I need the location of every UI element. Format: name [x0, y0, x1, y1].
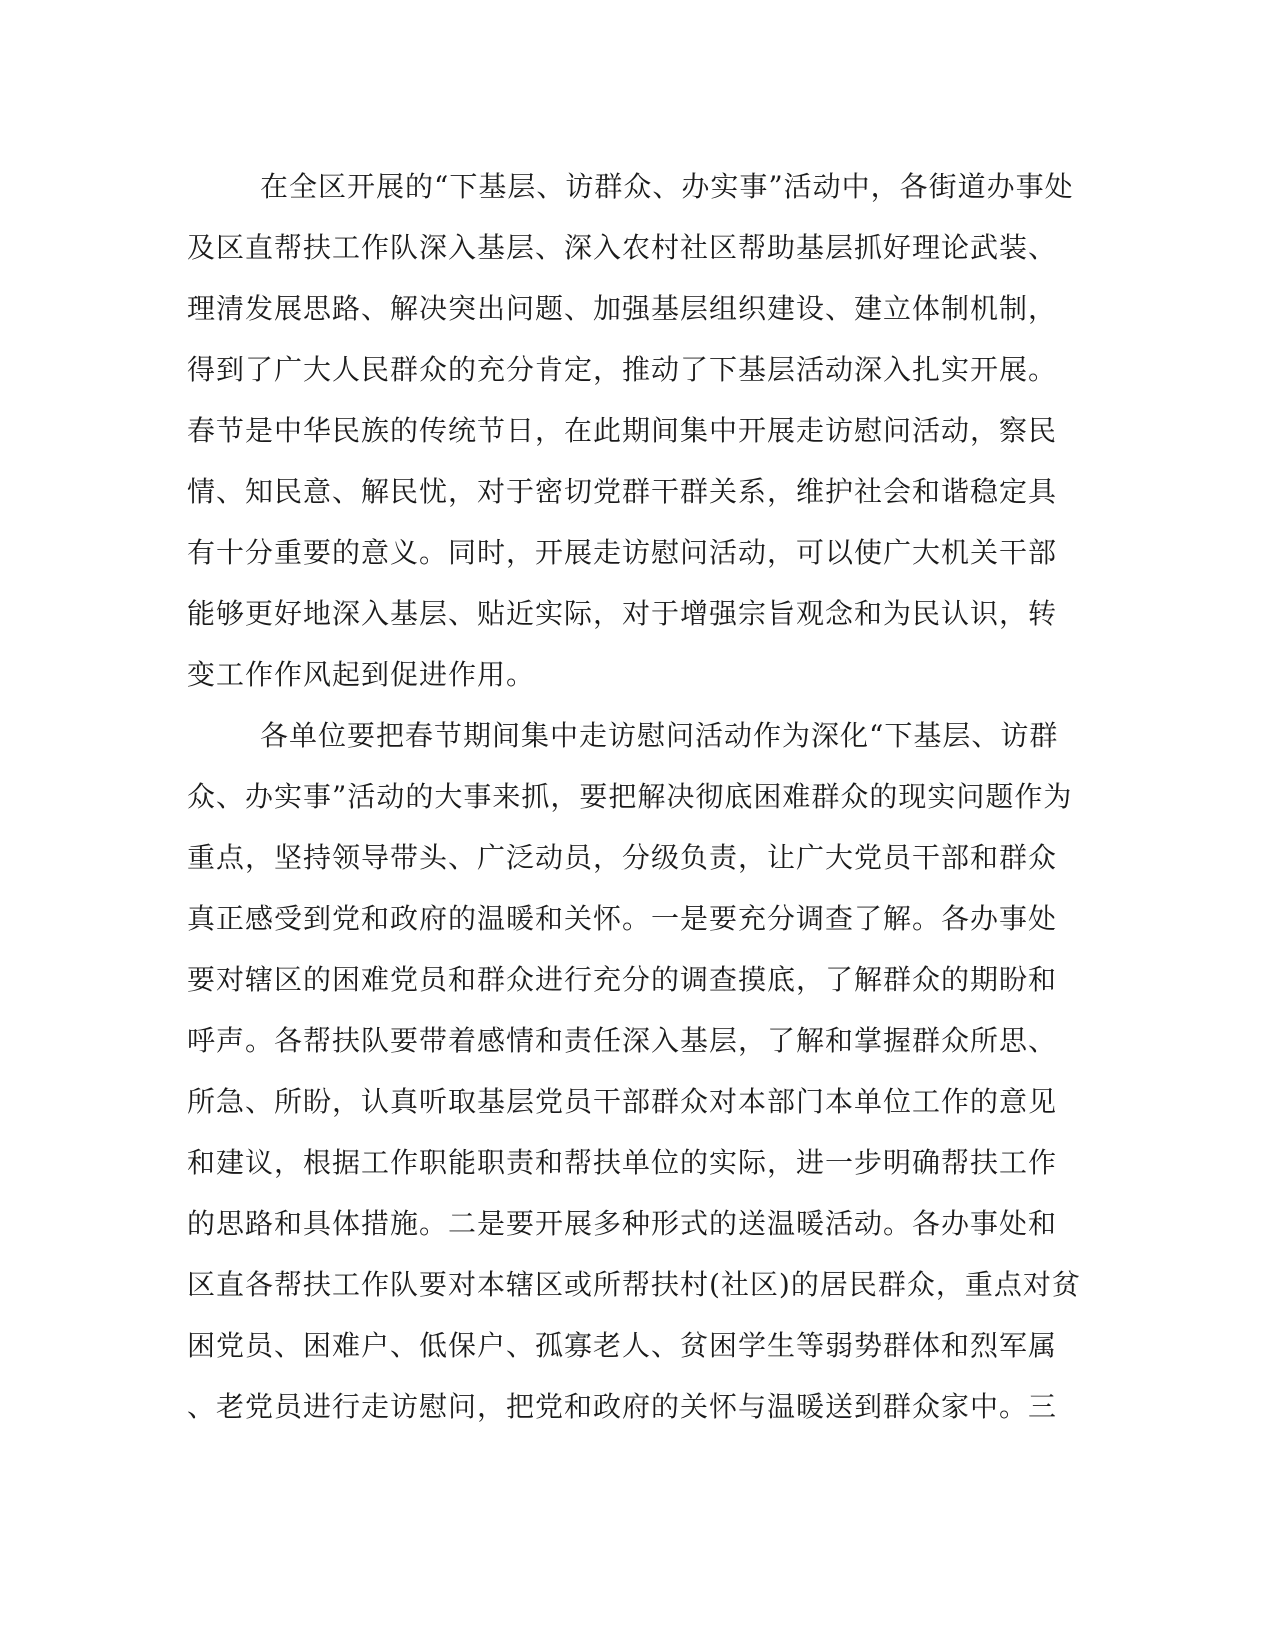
paragraph-2-line-2: 众、办实事”活动的大事来抓，要把解决彻底困难群众的现实问题作为 [187, 780, 1073, 813]
paragraph-1-line-9: 变工作作风起到促进作用。 [187, 658, 536, 691]
paragraph-1-line-4: 得到了广大人民群众的充分肯定，推动了下基层活动深入扎实开展。 [187, 353, 1058, 386]
paragraph-2-line-6: 呼声。各帮扶队要带着感情和责任深入基层，了解和掌握群众所思、 [187, 1024, 1058, 1057]
body-text [187, 156, 1087, 1437]
paragraph-2-line-7: 所急、所盼，认真听取基层党员干部群众对本部门本单位工作的意见 [187, 1085, 1058, 1118]
paragraph-1-line-8: 能够更好地深入基层、贴近实际，对于增强宗旨观念和为民认识，转 [187, 597, 1058, 630]
paragraph-2-line-8: 和建议，根据工作职能职责和帮扶单位的实际，进一步明确帮扶工作 [187, 1146, 1058, 1179]
paragraph-1-line-7: 有十分重要的意义。同时，开展走访慰问活动，可以使广大机关干部 [187, 536, 1058, 569]
paragraph-2-line-12: 、老党员进行走访慰问，把党和政府的关怀与温暖送到群众家中。三 [187, 1390, 1058, 1423]
paragraph-2-line-4: 真正感受到党和政府的温暖和关怀。一是要充分调查了解。各办事处 [187, 902, 1058, 935]
paragraph-1-line-5: 春节是中华民族的传统节日，在此期间集中开展走访慰问活动，察民 [187, 414, 1058, 447]
paragraph-2-line-11: 困党员、困难户、低保户、孤寡老人、贫困学生等弱势群体和烈军属 [187, 1329, 1058, 1362]
paragraph-1-line-3: 理清发展思路、解决突出问题、加强基层组织建设、建立体制机制， [187, 292, 1058, 325]
paragraph-1-line-2: 及区直帮扶工作队深入基层、深入农村社区帮助基层抓好理论武装、 [187, 231, 1058, 264]
paragraph-2-line-1: 各单位要把春节期间集中走访慰问活动作为深化“下基层、访群 [260, 719, 1059, 752]
paragraph-1-line-6: 情、知民意、解民忧，对于密切党群干群关系，维护社会和谐稳定具 [187, 475, 1058, 508]
paragraph-2-line-10: 区直各帮扶工作队要对本辖区或所帮扶村(社区)的居民群众，重点对贫 [187, 1268, 1081, 1301]
paragraph-2-line-3: 重点，坚持领导带头、广泛动员，分级负责，让广大党员干部和群众 [187, 841, 1058, 874]
paragraph-2-line-5: 要对辖区的困难党员和群众进行充分的调查摸底，了解群众的期盼和 [187, 963, 1058, 996]
paragraph-1-line-1: 在全区开展的“下基层、访群众、办实事”活动中，各街道办事处 [260, 170, 1074, 203]
paragraph-2-line-9: 的思路和具体措施。二是要开展多种形式的送温暖活动。各办事处和 [187, 1207, 1058, 1240]
